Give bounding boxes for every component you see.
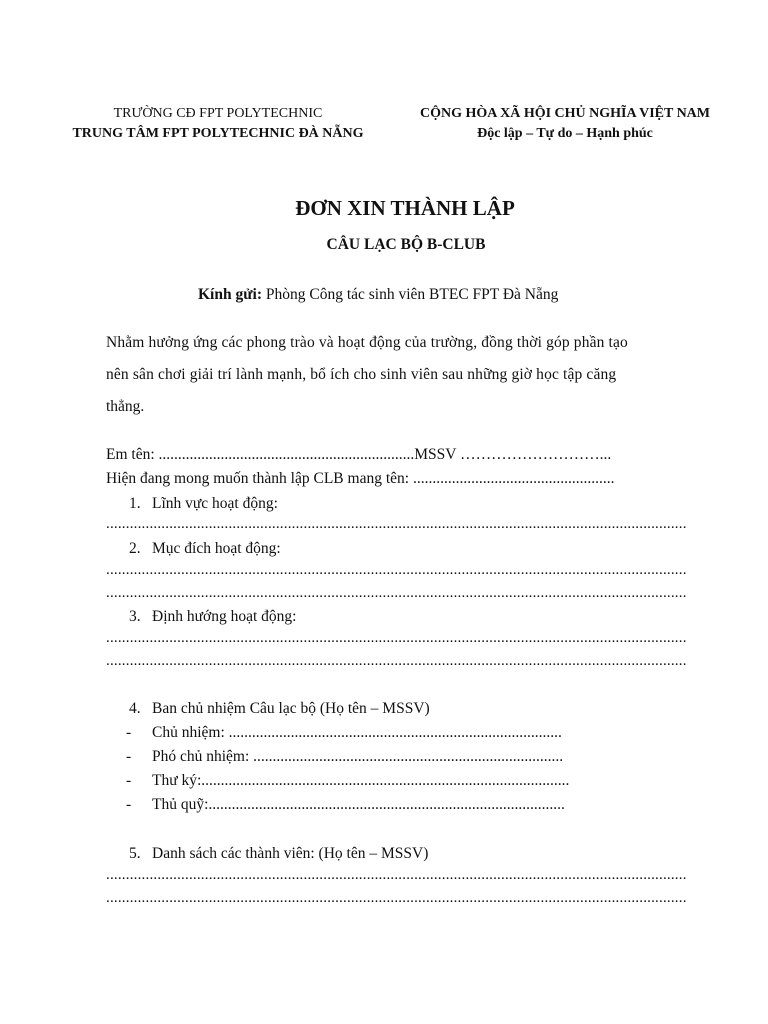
intro-line-3: thẳng. <box>106 398 145 415</box>
recipient-label: Kính gửi: <box>198 286 262 303</box>
committee-secretary-field[interactable]: Thư ký:............................................................................................... <box>152 772 570 789</box>
intro-line-1: Nhằm hưởng ứng các phong trào và hoạt động của trường, đồng thời góp phần tạo <box>106 334 628 351</box>
nation-title: CỘNG HÒA XÃ HỘI CHỦ NGHĨA VIỆT NAM <box>419 106 710 121</box>
document-title: ĐƠN XIN THÀNH LẬP <box>295 196 515 220</box>
name-mssv-field[interactable]: Em tên: ..................................................................MSSV ………………………... <box>106 446 612 463</box>
club-name-field[interactable]: Hiện đang mong muốn thành lập CLB mang tên: .................................................... <box>106 470 615 487</box>
section-3-dotted-line-1[interactable]: ................................................................................................................................................... <box>106 630 687 646</box>
committee-chair-row <box>0 724 700 744</box>
bullet-dash: - <box>126 748 132 765</box>
section-2-label: Mục đích hoạt động: <box>152 540 281 557</box>
section-4-label: Ban chủ nhiệm Câu lạc bộ (Họ tên – MSSV) <box>152 700 430 717</box>
section-2-number: 2. <box>129 540 141 557</box>
section-1-dotted-line[interactable]: ................................................................................................................................................... <box>106 516 687 532</box>
committee-treasurer-field[interactable]: Thủ quỹ:............................................................................................ <box>152 796 565 813</box>
section-5-number: 5. <box>129 845 141 862</box>
recipient-line <box>198 286 558 304</box>
section-2-dotted-line-2[interactable]: ................................................................................................................................................... <box>106 585 687 601</box>
committee-secretary-row <box>0 772 700 792</box>
section-1-label: Lĩnh vực hoạt động: <box>152 495 278 512</box>
recipient-value: Phòng Công tác sinh viên BTEC FPT Đà Nẵng <box>265 286 559 303</box>
section-2-dotted-line-1[interactable]: ................................................................................................................................................... <box>106 562 687 578</box>
bullet-dash: - <box>126 772 132 789</box>
section-5-label: Danh sách các thành viên: (Họ tên – MSSV) <box>152 845 429 862</box>
committee-vice-chair-field[interactable]: Phó chủ nhiệm: ................................................................................ <box>152 748 564 765</box>
section-1-number: 1. <box>129 495 141 512</box>
committee-chair-field[interactable]: Chủ nhiệm: ...................................................................................... <box>152 724 562 741</box>
document-subtitle: CÂU LẠC BỘ B-CLUB <box>326 236 486 253</box>
section-4-number: 4. <box>129 700 141 717</box>
bullet-dash: - <box>126 796 132 813</box>
nation-motto: Độc lập – Tự do – Hạnh phúc <box>477 126 653 141</box>
bullet-dash: - <box>126 724 132 741</box>
school-name: TRƯỜNG CĐ FPT POLYTECHNIC <box>113 106 323 121</box>
section-3-dotted-line-2[interactable]: ................................................................................................................................................... <box>106 653 687 669</box>
committee-treasurer-row <box>0 796 700 816</box>
section-3-number: 3. <box>129 608 141 625</box>
section-3-label: Định hướng hoạt động: <box>152 608 297 625</box>
section-5-dotted-line-1[interactable]: ................................................................................................................................................... <box>106 867 687 883</box>
section-5-dotted-line-2[interactable]: ................................................................................................................................................... <box>106 890 687 906</box>
committee-vice-chair-row <box>0 748 700 768</box>
center-name: TRUNG TÂM FPT POLYTECHNIC ĐÀ NẴNG <box>72 126 364 141</box>
intro-line-2: nên sân chơi giải trí lành mạnh, bổ ích cho sinh viên sau những giờ học tập căng <box>106 366 617 383</box>
